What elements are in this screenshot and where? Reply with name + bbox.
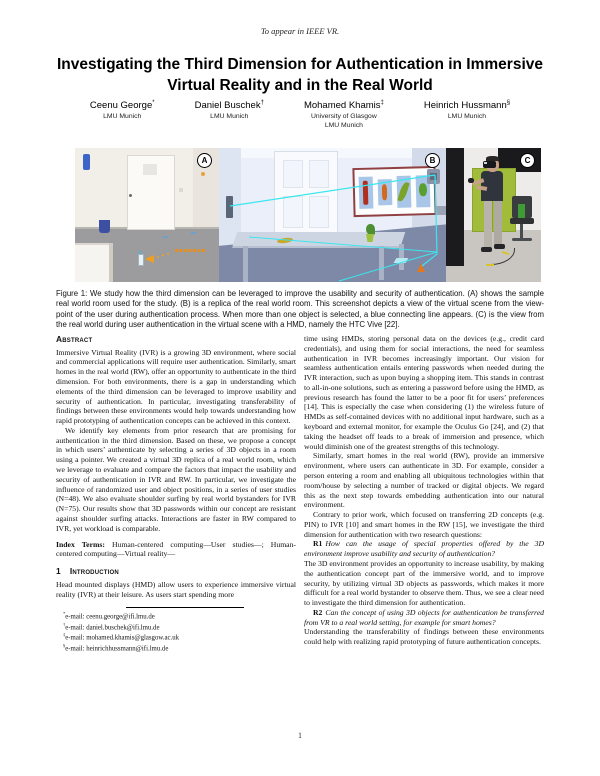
author-footnote-mark: ‡	[380, 100, 384, 106]
author-name: Ceenu George	[89, 100, 153, 112]
green-object-on-chair	[518, 204, 525, 218]
orange-arrow-marker	[145, 255, 154, 263]
research-question-1	[304, 539, 544, 559]
author-affiliation: LMU Munich	[210, 113, 249, 121]
figure-photo-vr-user	[446, 148, 541, 282]
author-name: Heinrich Hussmann	[423, 100, 507, 112]
figure-photo-real-room	[75, 148, 219, 282]
office-chair-base	[512, 238, 532, 241]
orange-wall-marker	[201, 172, 205, 176]
body-paragraph: Understanding the transferability of findings between these environments could help with realizing rapid prototyping of future authentication concepts.	[304, 627, 544, 647]
floor-tape-mark	[163, 236, 168, 238]
author-affiliation: University of Glasgow LMU Munich	[311, 113, 377, 129]
author-footnote-mark: *	[152, 100, 155, 106]
footnote: ‡e-mail: mohamed.khamis@glasgow.ac.uk	[63, 632, 180, 642]
abstract-paragraph: We identify key elements from prior research that are promising for authentication in the third dimension. Based on these, we propose a concept in which users’ authenticate by selecting a series of 3D objects in a room using a pointer. We created a virtual 3D replica of a real world room, which we leverage to evaluate and compare the factors that impact the usability and security of authentication in IVR and RW. In particular, we investigate the influence of randomized user and object positions, in a series of user studies (N=48). We also evaluate shoulder surfing by real world bystanders for IVR (N=75). Our results show that 3D passwords within our concept are resistant against shoulder surfing attacks. Interactions are faster in RW compared to IVR, yet workload is comparable.	[56, 425, 296, 533]
user-shoe	[481, 247, 492, 252]
desk-edge	[109, 243, 113, 282]
left-column	[56, 334, 296, 653]
rq2-label: R2	[313, 607, 323, 617]
author-footnote-mark: §	[506, 100, 511, 106]
blue-wall-object	[83, 154, 90, 170]
section-number: 1	[56, 566, 61, 577]
author-footnote-mark: †	[260, 100, 264, 106]
page-number: 1	[298, 731, 302, 740]
hmd-glint	[484, 162, 487, 164]
body-paragraph: The 3D environment provides an opportunity to increase usability, by making the authentication concept part of the immersive world, and to improve security, by utilizing virtual 3D objects as passwords, which makes it more difficult for a real world bystander to observe them. Thus, we see a clear need to investigate the third dimension for authentication.	[304, 558, 544, 608]
author-ceenu-george	[90, 100, 155, 131]
subfigure-b-badge: B	[425, 153, 440, 168]
section-title: Introduction	[69, 566, 119, 577]
light-switch	[179, 188, 183, 192]
footnote: †e-mail: daniel.buschek@ifi.lmu.de	[63, 621, 160, 632]
blue-trash-bin	[99, 220, 110, 233]
floor-tape-mark	[191, 232, 196, 234]
rq1-label: R1	[313, 539, 323, 549]
rq1-text: How can the usage of special properties offered by the 3D environment improve usability and security of authentication?	[304, 539, 544, 559]
body-paragraph: time using HMDs, storing personal data on the devices (e.g., credit card credentials), and using them for social interactions, the need for seamless authentication in IVR becomes increasingly important. Our vision for seamless authentication entails entering passwords when needed during the IVR interaction, such as upon buying a shopping item. This stands in contrast to all-in-one solutions, such as entering a password before using the HMD, as previous research has found the latter to be a poor fit for users’ preferences [14]. This is especially the case when considering (1) the wireless future of HMDs as self-contained devices with no additional input hardware, such as a keyboard and external monitor, for example the Oculus Go [24], and (2) that taking the headset off leads to a break of immersion and presence, which would diminish one of the greatest strengths of this technology.	[304, 334, 544, 451]
body-columns	[56, 334, 545, 653]
connecting-lines	[219, 148, 446, 282]
orange-dot	[167, 253, 169, 255]
bottle-on-floor	[138, 254, 144, 266]
door-knob	[129, 194, 132, 197]
research-question-2	[304, 608, 544, 628]
bottle-cap	[139, 251, 141, 254]
author-affiliation: LMU Munich	[103, 113, 142, 121]
author-mohamed-khamis	[304, 100, 384, 131]
author-block	[0, 100, 600, 131]
floor-hint-text-illegible	[175, 249, 205, 252]
white-desk	[75, 243, 113, 282]
intro-paragraph: Head mounted displays (HMD) allow users to experience immersive virtual reality (IVR) at their leisure. As users start spending more	[56, 579, 296, 599]
user-leg	[494, 201, 502, 245]
figure-caption: Figure 1: We study how the third dimension can be leveraged to improve the usability and security of authentication. (A) shows the sample real world room used for the study. (B) is a replica of the real world room. This screenshot depicts a view of the virtual scene from the view-point of the user during authentication process. When more than one object is selected, a blue connecting line appears. (C) is the view from the real world during user authentication in the virtual scene with a HMD, namely the HTC Vive [22].	[56, 289, 544, 329]
figure-1	[75, 148, 541, 282]
office-chair-pole	[520, 224, 523, 238]
subfigure-a-badge: A	[197, 153, 212, 168]
vr-controller	[468, 178, 474, 183]
footnote: §e-mail: heinrichhussmann@ifi.lmu.de	[63, 642, 169, 652]
author-name: Daniel Buschek	[194, 100, 261, 112]
right-column	[304, 334, 544, 653]
introduction-heading	[56, 566, 296, 577]
rq2-text: Can the concept of using 3D objects for authentication be transferred from VR to a real world setting, for example for smart homes?	[304, 607, 544, 627]
footnote: *e-mail: ceenu.george@ifi.lmu.de	[63, 611, 155, 621]
index-terms	[56, 540, 296, 560]
orange-dot	[162, 254, 164, 256]
figure-photo-virtual-room	[219, 148, 446, 282]
subfigure-c-badge: C	[520, 153, 535, 168]
author-name: Mohamed Khamis	[303, 100, 381, 112]
body-paragraph: Similarly, smart homes in the real world (RW), provide an immersive environment, where users can authenticate in 3D. For example, consider a person entering a room and enabling all ubiquitous technologies within that room/house by selecting a number of tracked or digital objects. We regard this as the next step towards embedding authentication into our natural environment.	[304, 451, 544, 510]
yellow-floor-mark	[486, 264, 494, 266]
author-affiliation: LMU Munich	[447, 113, 487, 121]
abstract-paragraph: Immersive Virtual Reality (IVR) is a growing 3D environment, where social and commercial applications will require user authentication. Similarly, smart homes in the real world (RW), offer an opportunity to authenticate in the third dimension. For both environments, there is a gap in understanding which elements of the third dimension can be leveraged to improve usability and security of authentication. In particular, investigating transferability of findings between these environments would help towards understanding how rapid prototyping of authentication concepts can be achieved in this context.	[56, 347, 296, 426]
venue-note: To appear in IEEE VR.	[260, 26, 340, 36]
author-daniel-buschek	[195, 100, 264, 131]
footnote-block	[56, 611, 296, 653]
body-paragraph: Contrary to prior work, which focused on transferring 2D concepts (e.g. PIN) to IVR [10] and smart homes in the RW [15], we investigate the third dimension for authentication with two research questions:	[304, 510, 544, 539]
black-curtain-left	[446, 148, 464, 266]
paper-title: Investigating the Third Dimension for Authentication in Immersive Virtual Reality and in the Real World	[56, 56, 543, 94]
index-terms-label: Index Terms:	[56, 539, 105, 549]
user-leg	[484, 201, 492, 247]
footnote-rule	[126, 607, 244, 608]
author-heinrich-hussmann	[424, 100, 510, 131]
orange-dot	[157, 256, 159, 258]
paper-on-door	[143, 164, 157, 175]
index-terms-text: Human-centered computing—User studies—; Human-centered computing—Virtual reality—	[56, 539, 296, 559]
user-shoe	[494, 244, 505, 249]
abstract-heading: Abstract	[56, 334, 93, 344]
